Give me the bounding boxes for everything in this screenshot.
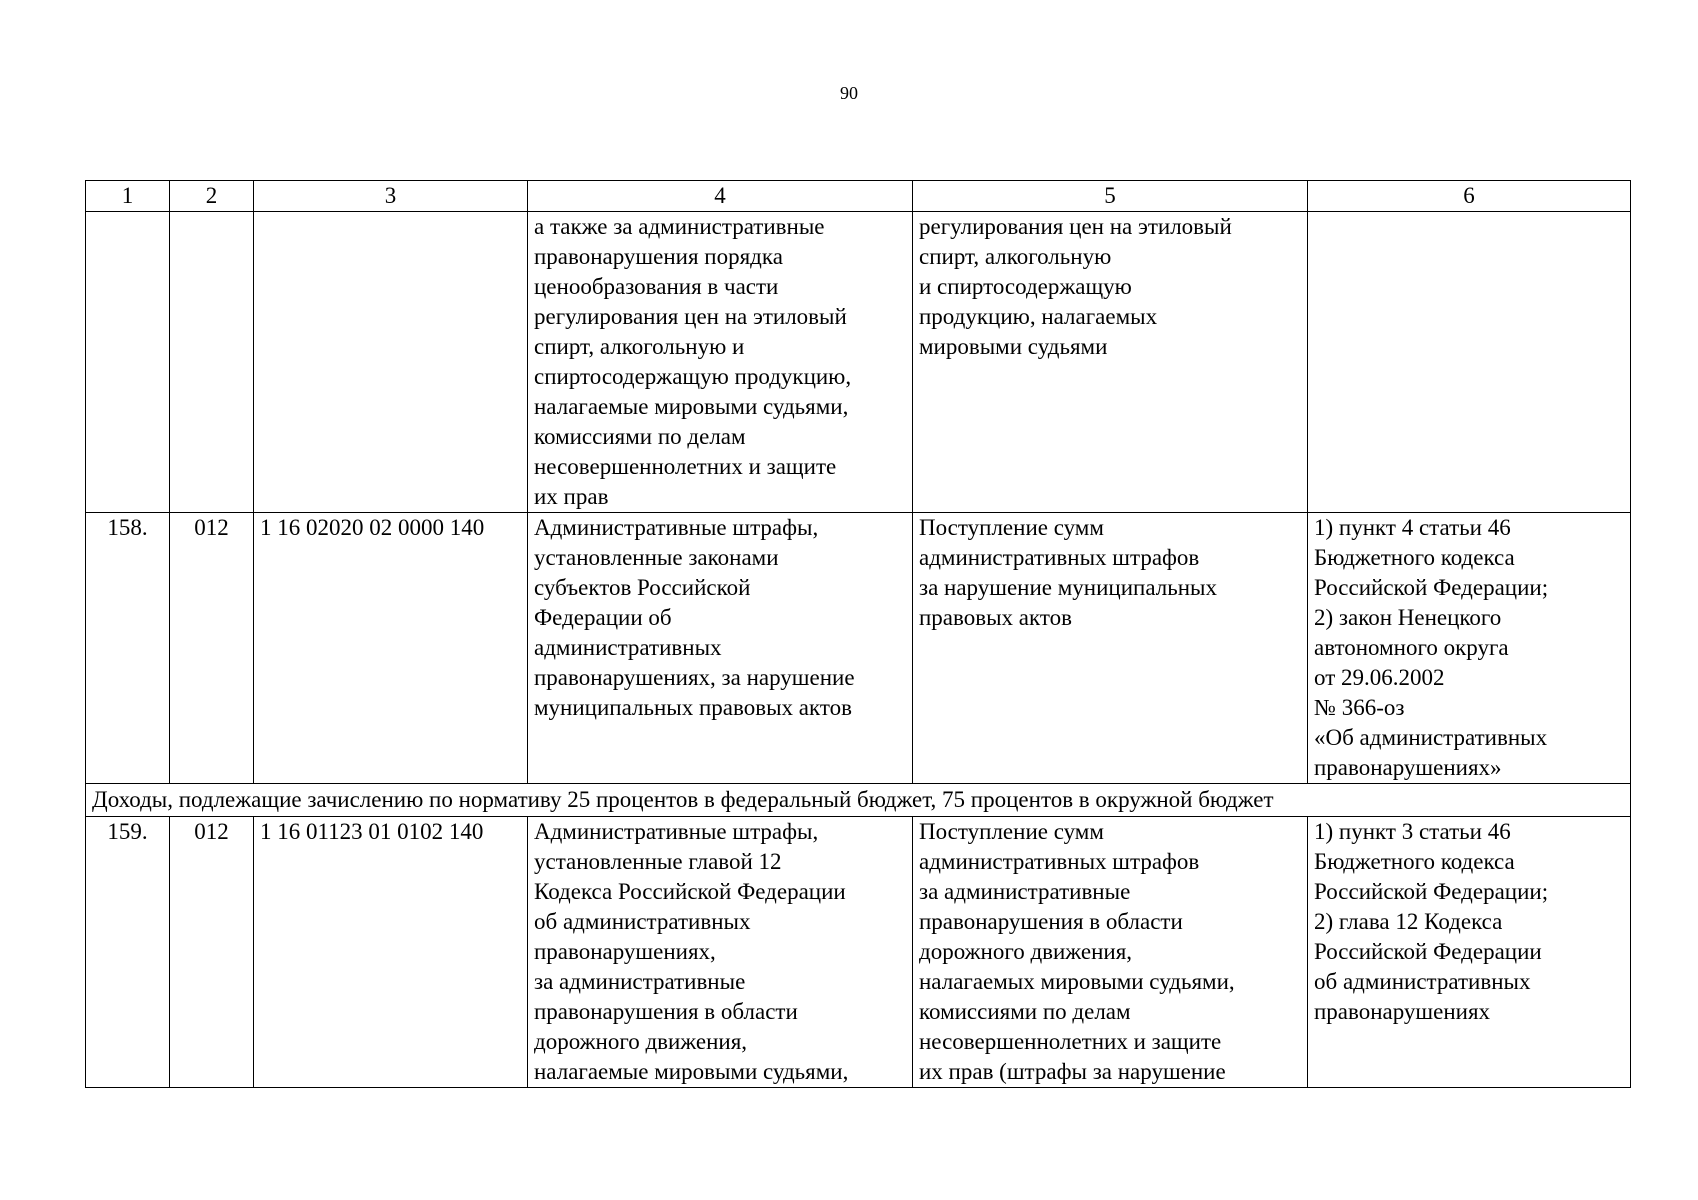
cell-code bbox=[254, 212, 528, 513]
cell-admin: 012 bbox=[170, 513, 254, 784]
cell-legal-basis bbox=[1308, 212, 1631, 513]
cell-legal-basis: 1) пункт 3 статьи 46 Бюджетного кодекса Российской Федерации; 2) глава 12 Кодекса Российской Федерации об административных правонарушениях bbox=[1308, 817, 1631, 1088]
header-col-1: 1 bbox=[86, 181, 170, 212]
cell-income-description: Поступление сумм административных штрафов за административные правонарушения в области дорожного движения, налагаемых мировыми судьями, комиссиями по делам несовершеннолетних и защите их прав (штрафы за нарушение bbox=[913, 817, 1308, 1088]
header-col-4: 4 bbox=[528, 181, 913, 212]
section-title: Доходы, подлежащие зачислению по нормативу 25 процентов в федеральный бюджет, 75 процентов в окружной бюджет bbox=[86, 784, 1631, 817]
cell-num: 158. bbox=[86, 513, 170, 784]
cell-income-description: Поступление сумм административных штрафов за нарушение муниципальных правовых актов bbox=[913, 513, 1308, 784]
cell-income-name: Административные штрафы, установленные главой 12 Кодекса Российской Федерации об административных правонарушениях, за административные правонарушения в области дорожного движения, налагаемые мировыми судьями, bbox=[528, 817, 913, 1088]
table-row-159 bbox=[86, 817, 1631, 1088]
cell-legal-basis: 1) пункт 4 статьи 46 Бюджетного кодекса Российской Федерации; 2) закон Ненецкого автономного округа от 29.06.2002 № 366-оз «Об административных правонарушениях» bbox=[1308, 513, 1631, 784]
header-col-3: 3 bbox=[254, 181, 528, 212]
header-col-6: 6 bbox=[1308, 181, 1631, 212]
header-col-5: 5 bbox=[913, 181, 1308, 212]
section-row bbox=[86, 784, 1631, 817]
header-col-2: 2 bbox=[170, 181, 254, 212]
cell-income-name: а также за административные правонарушения порядка ценообразования в части регулирования цен на этиловый спирт, алкогольную и спиртосодержащую продукцию, налагаемые мировыми судьями, комиссиями по делам несовершеннолетних и защите их прав bbox=[528, 212, 913, 513]
table-body bbox=[86, 212, 1631, 1088]
cell-income-name: Административные штрафы, установленные законами субъектов Российской Федерации об административных правонарушениях, за нарушение муниципальных правовых актов bbox=[528, 513, 913, 784]
cell-admin: 012 bbox=[170, 817, 254, 1088]
cell-income-description: регулирования цен на этиловый спирт, алкогольную и спиртосодержащую продукцию, налагаемых мировыми судьями bbox=[913, 212, 1308, 513]
table-row-158 bbox=[86, 513, 1631, 784]
cell-code: 1 16 01123 01 0102 140 bbox=[254, 817, 528, 1088]
page-number: 90 bbox=[840, 83, 858, 103]
table-header bbox=[86, 181, 1631, 212]
cell-num bbox=[86, 212, 170, 513]
header-row bbox=[86, 181, 1631, 212]
budget-revenue-table bbox=[85, 180, 1631, 1088]
cell-num: 159. bbox=[86, 817, 170, 1088]
cell-code: 1 16 02020 02 0000 140 bbox=[254, 513, 528, 784]
table-row-continued bbox=[86, 212, 1631, 513]
cell-admin bbox=[170, 212, 254, 513]
